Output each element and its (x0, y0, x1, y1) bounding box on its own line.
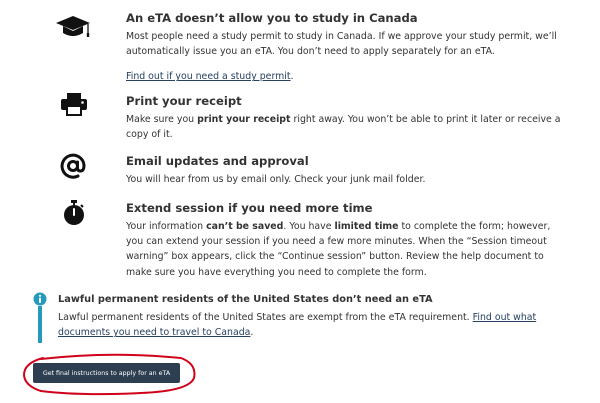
section-text: You will hear from us by email only. Check your junk mail folder. (126, 174, 426, 185)
link-suffix: . (290, 71, 294, 83)
section-title: Print your receipt (126, 94, 242, 108)
travel-documents-link[interactable]: Find out what documents you need to travel to Canada (58, 312, 537, 339)
section-email-updates (126, 154, 566, 187)
section-text: Most people need a study permit to study in Canada. If we approve your study permit, we’ll automatically issue you an eTA. You don’t need to apply separately for an eTA. (126, 31, 557, 58)
section-text: Your information can’t be saved. You have limited time to complete the form; however, you can extend your session if you need a few more minutes. When the “Session timeout warning” box appears, click the “Continue session” button. Review the help document to make sure you have everything you need to complete the form. (126, 221, 551, 278)
study-permit-link[interactable]: Find out if you need a study permit (126, 71, 291, 83)
alert-text: Lawful permanent residents of the United States are exempt from the eTA requirement. Find out what documents you need to travel to Canada. (58, 312, 537, 339)
section-study-permit (126, 11, 566, 85)
section-title: Email updates and approval (126, 154, 309, 168)
section-text: Make sure you print your receipt right away. You won’t be able to print it later or receive a copy of it. (126, 114, 561, 141)
section-extend-session (126, 201, 566, 280)
printer-icon (60, 92, 88, 116)
section-title: An eTA doesn’t allow you to study in Canada (126, 11, 418, 25)
graduation-cap-icon (55, 15, 91, 39)
get-final-instructions-button[interactable]: Get final instructions to apply for an eTA (33, 363, 180, 383)
stopwatch-icon (62, 199, 86, 227)
section-title: Extend session if you need more time (126, 201, 373, 215)
at-sign-icon (59, 152, 87, 180)
alert-title: Lawful permanent residents of the United States don’t need an eTA (58, 294, 433, 305)
info-icon (33, 292, 47, 306)
section-print-receipt (126, 94, 566, 142)
